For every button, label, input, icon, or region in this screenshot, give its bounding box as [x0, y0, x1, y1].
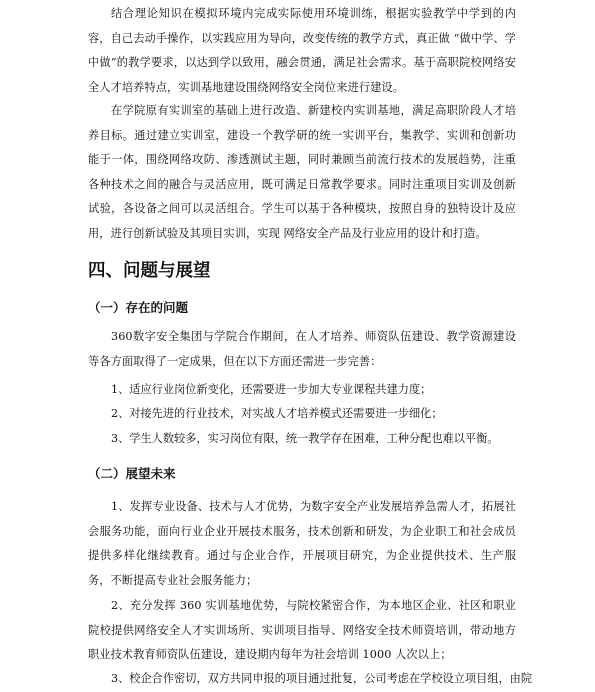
subsection-heading-existing-problems: （一）存在的问题: [88, 300, 189, 315]
paragraph-training-approach: 结合理论知识在模拟环境内完成实际使用环境训练，根据实验教学中学到的内容，自己去动手操作，以实践应用为导向，改变传统的教学方式，真正做 “做中学、学中做”的教学要求，以达到学以致用，融会贯通，满足社会需求。基于高职院校网络安全人才培养特点，实训基地建设围绕网络安全岗位来进行建设。: [88, 7, 516, 94]
section-heading-problems-outlook: 四、问题与展望: [88, 261, 211, 281]
subsection-heading-future-outlook: （二）展望未来: [88, 466, 176, 481]
problem-item-3: 3、学生人数较多，实习岗位有限，统一教学存在困难，工种分配也难以平衡。: [111, 432, 499, 445]
problem-item-2: 2、对接先进的行业技术，对实战人才培养模式还需要进一步细化；: [111, 407, 443, 420]
paragraph-lab-construction: 在学院原有实训室的基础上进行改造、新建校内实训基地，满足高职阶段人才培养目标。通过建立实训室，建设一个教学研的统一实训平台，集教学、实训和创新功能于一体，围绕网络攻防、渗透测试主题，同时兼顾当前流行技术的发展趋势，注重各种技术之间的融合与灵活应用，既可满足日常教学要求。同时注重项目实训及创新试验，各设备之间可以灵活组合。学生可以基于各种模块，按照自身的独特设计及应用，进行创新试验及其项目实训，实现 网络安全产品及行业应用的设计和打造。: [88, 104, 516, 240]
outlook-item-2: 2、充分发挥 360 实训基地优势，与院校紧密合作，为本地区企业、社区和职业院校提供网络安全人才实训场所、实训项目指导、网络安全技术师资培训，带动地方职业技术教育师资队伍建设，建设期内每年为社会培训 1000 人次以上；: [88, 599, 516, 662]
paragraph-problems-intro: 360数字安全集团与学院合作期间，在人才培养、师资队伍建设、教学资源建设等各方面取得了一定成果，但在以下方面还需进一步完善：: [88, 330, 516, 368]
outlook-item-3: 3、校企合作密切，双方共同申报的项目通过批复，公司考虑在学校设立项目组，由院: [111, 672, 533, 685]
problem-item-1: 1、适应行业岗位新变化，还需要进一步加大专业课程共建力度；: [111, 383, 432, 396]
outlook-item-1: 1、发挥专业设备、技术与人才优势，为数字安全产业发展培养急需人才，拓展社会服务功能，面向行业企业开展技术服务，技术创新和研发，为企业职工和社会成员提供多样化继续教育。通过与企业合作，开展项目研究，为企业提供技术、生产服务，不断提高专业社会服务能力；: [88, 500, 516, 587]
